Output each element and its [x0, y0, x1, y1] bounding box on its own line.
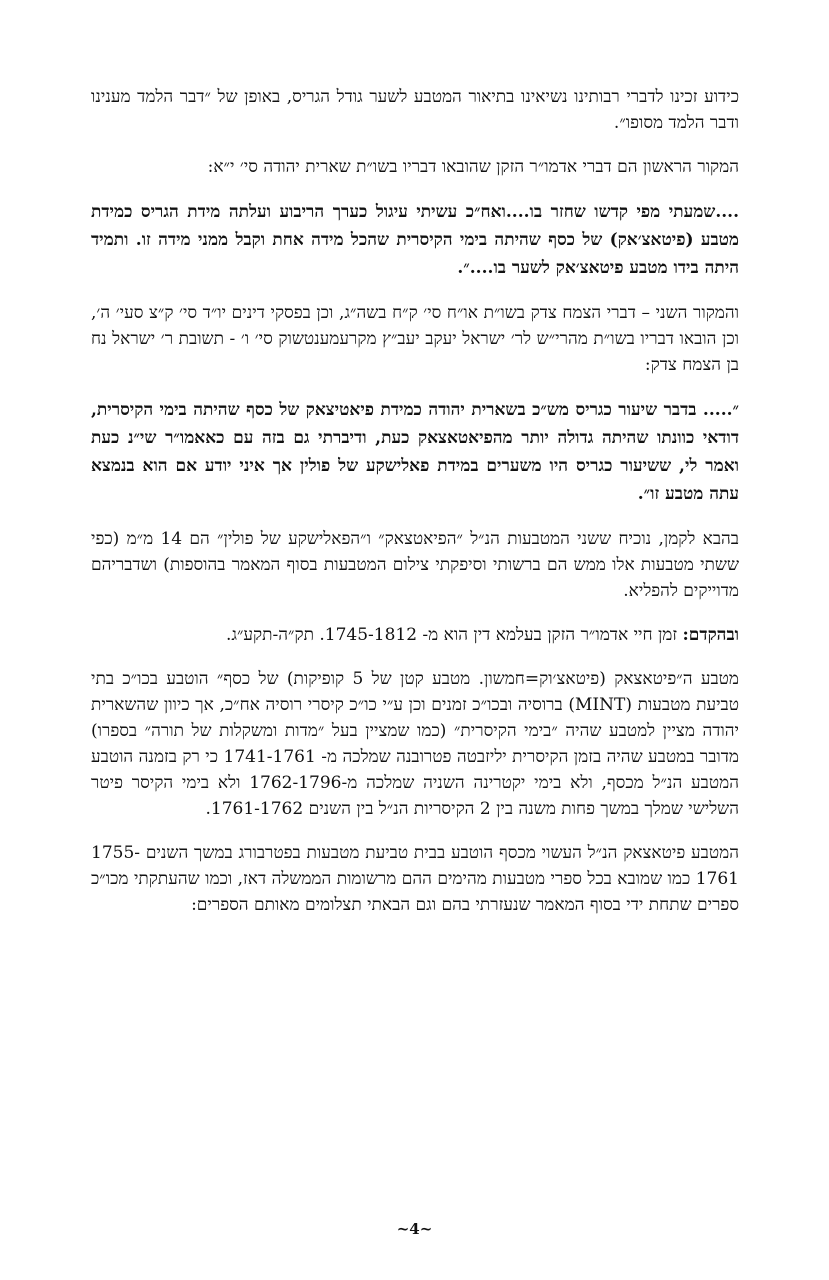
- paragraph-first-source: המקור הראשון הם דברי אדמו״ר הזקן שהובאו דבריו בשו״ת שארית יהודה סי׳ י״א:: [207, 157, 739, 177]
- document-body: [91, 84, 739, 936]
- preface-label: ובהקדם:: [682, 625, 739, 645]
- paragraph-intro: כידוע זכינו לדברי רבותינו נשיאינו בתיאור המטבע לשער גודל הגריס, באופן של ״דבר הלמד מענינו ודבר הלמד מסופו״.: [91, 87, 739, 133]
- page-number: ~4~: [396, 1220, 433, 1238]
- quote-shearit-yehuda: ....שמעתי מפי קדשו שחזר בו....ואח״כ עשיתי עיגול כערך הריבוע ועלתה מידת הגריס כמידת מטבע (פיטאצ׳אק) של כסף שהיתה בימי הקיסרית שהכל מידה אחת וקבל ממני מידה זו. ותמיד היתה בידו מטבע פיטאצ׳אק לשער בו....״.: [91, 202, 739, 278]
- paragraph-preface: [91, 622, 739, 648]
- paragraph-second-source: והמקור השני – דברי הצמח צדק בשו״ת או״ח סי׳ ק״ח בשה״ג, וכן בפסקי דינים יו״ד סי׳ ק״צ סעי׳ ה׳, וכן הובאו דבריו בשו״ת מהרי״ש לר׳ ישראל יעקב יעב״ץ מקרעמענטשוק סי׳ ו׳ - תשובת ר׳ ישראל נח בן הצמח צדק:: [91, 303, 739, 375]
- paragraph-proof: בהבא לקמן, נוכיח ששני המטבעות הנ״ל ״הפיאטצאק״ ו״הפאלישקע של פולין״ הם 14 מ״מ (כפי ששתי מטבעות אלו ממש הם ברשותי וסיפקתי צילום המטבעות בסוף המאמר בהוספות) ושדבריהם מדוייקים להפליא.: [91, 529, 739, 601]
- quote-tzemach-tzedek: ״..... בדבר שיעור כגריס מש״כ בשארית יהודה כמידת פיאטיצאק של כסף שהיתה בימי הקיסרית, דודאי כוונתו שהיתה גדולה יותר מהפיאטאצאק כעת, ודיברתי גם בזה עם כאאמו״ר שי״נ כעת ואמר לי, ששיעור כגריס היו משערים במידת פאלישקע של פולין אך איני יודע אם הוא בנמצא עתה מטבע זו״.: [91, 400, 739, 504]
- preface-text: זמן חיי אדמו״ר הזקן בעלמא דין הוא מ- 1745-1812. תק״ה-תקע״ג.: [225, 625, 683, 645]
- paragraph-coin-history: מטבע ה״פיטאצאק (פיטאצ׳וק=חמשון. מטבע קטן של 5 קופיקות) של כסף״ הוטבע בכו״כ בתי טביעת מטבעות (MINT) ברוסיה ובכו״כ זמנים וכן ע״י כו״כ קיסרי רוסיה אח״כ, אך כיוון שהשארית יהודה מציין למטבע שהיה ״בימי הקיסרית״ (כמו שמציין בעל ״מדות ומשקלות של תורה״ בספרו) מדובר במטבע שהיה בזמן הקיסרית יליזבטה פטרובנה שמלכה מ- 1741-1761 כי רק בזמנה הוטבע המטבע הנ״ל מכסף, ולא בימי יקטרינה השניה שמלכה מ-1762-1796 ולא בימי הקיסר פיטר השלישי שמלך במשך פחות משנה בין 2 הקיסריות הנ״ל בין השנים 1761-1762.: [91, 669, 739, 819]
- paragraph-mint: המטבע פיטאצאק הנ״ל העשוי מכסף הוטבע בבית טביעת מטבעות בפטרבורג במשך השנים 1755-1761 כמו שמובא בכל ספרי מטבעות מהימים ההם מרשומות הממשלה דאז, וכמו שהעתקתי מכו״כ ספרים שתחת ידי בסוף המאמר שנעזרתי בהם וגם הבאתי תצלומים מאותם הספרים:: [91, 843, 739, 915]
